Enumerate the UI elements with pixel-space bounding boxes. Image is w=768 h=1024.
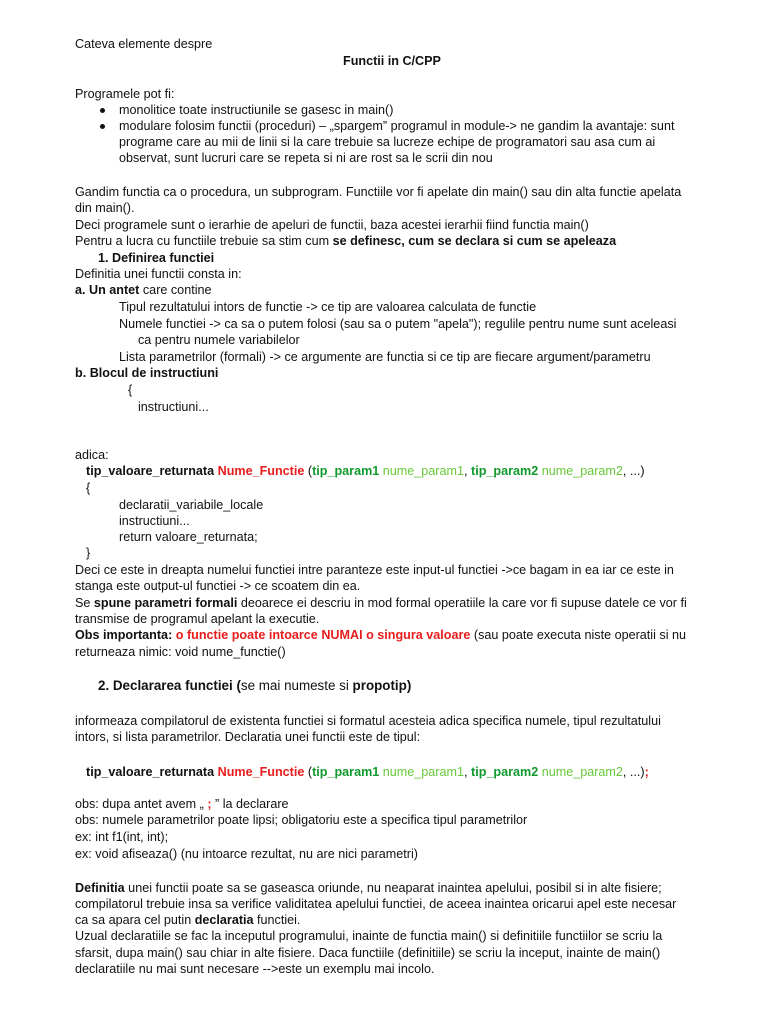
nume-functie-line1: Numele functiei -> ca sa o putem folosi (sau sa o putem "apela"); regulile pentru nume sunt aceleasi <box>119 317 677 331</box>
section2-heading <box>98 678 411 694</box>
para3-line2: compilatorul trebuie insa sa verifice validitatea apelului functiei, de aceea inaintea oricarui apel este necesar <box>75 897 677 911</box>
para2-line3-a: Se <box>75 596 94 610</box>
antet-label: a. Un antet <box>75 283 140 297</box>
para1-line4-bold: se definesc, cum se declara si cum se apeleaza <box>332 234 617 248</box>
syntax-paren: ( <box>304 464 313 478</box>
section2-line2: intors, si lista parametrilor. Declaratia unei functii este de tipul: <box>75 730 421 744</box>
example1-line: ex: int f1(int, int); <box>75 830 169 844</box>
example2-line: ex: void afiseaza() (nu intoarce rezultat, nu are nici parametri) <box>75 847 418 861</box>
obs-antet-line <box>75 796 289 812</box>
syntax-function-name: Nume_Functie <box>217 464 305 478</box>
para1-line3: Deci programele sunt o ierarhie de apeluri de functii, baza acestei ierarhii fiind functia main() <box>75 218 589 232</box>
decl-param1-type: tip_param1 <box>312 765 380 779</box>
para3-line3-a: ca sa apara cel putin <box>75 913 195 927</box>
para2-line3 <box>75 595 687 611</box>
decl-param1-name: nume_param1 <box>382 765 464 779</box>
para3-line1-bold: Definitia <box>75 881 125 895</box>
decl-comma: , <box>464 765 471 779</box>
section2-heading-c: propotip) <box>352 678 412 693</box>
decl-return-type: tip_valoare_returnata <box>86 765 215 779</box>
syntax-declaratii: declaratii_variabile_locale <box>119 498 264 512</box>
bullet-monolitice: monolitice toate instructiunile se gasesc in main() <box>119 103 394 117</box>
lista-parametri-line: Lista parametrilor (formali) -> ce argumente are functia si ce tip are fiecare argument/parametru <box>119 350 651 364</box>
bloc-instructiuni-text: instructiuni... <box>138 400 209 414</box>
syntax-param2-type: tip_param2 <box>471 464 539 478</box>
syntax-param2-name: nume_param2 <box>541 464 623 478</box>
para3-line1 <box>75 880 662 896</box>
para3-line3-c: functiei. <box>253 913 301 927</box>
para2-line2: stanga este output-ul functiei -> ce scoatem din ea. <box>75 579 361 593</box>
decl-param2-type: tip_param2 <box>471 765 539 779</box>
section2-heading-a: 2. Declararea functiei ( <box>98 678 241 693</box>
para3-line1-rest: unei functii poate sa se gaseasca oriunde, nu neaparat inaintea apelului, posibil si in alte fisiere; <box>124 881 662 895</box>
syntax-definition-line <box>86 463 645 479</box>
syntax-tail: , ...) <box>622 464 645 478</box>
para2-line1: Deci ce este in dreapta numelui functiei intre paranteze este input-ul functiei ->ce bagam in ea iar ce este in <box>75 563 674 577</box>
syntax-close-brace: } <box>86 546 91 560</box>
obs-antet-a: obs: dupa antet avem „ <box>75 797 208 811</box>
section2-heading-b: se mai numeste si <box>240 678 353 693</box>
programs-lead: Programele pot fi: <box>75 87 175 101</box>
antet-line <box>75 282 212 298</box>
nume-functie-line2: ca pentru numele variabilelor <box>138 333 300 347</box>
obs-importanta-label: Obs importanta: <box>75 628 176 642</box>
para2-line3-bold: spune parametri formali <box>93 596 238 610</box>
para3-line3 <box>75 912 300 928</box>
bullet-modulare-line3: observat, sunt lucruri care se repeta si ni are rost sa le scrii din nou <box>119 151 493 165</box>
bullet-modulare-line2: programe care au mii de linii si la care trebuie sa lucreze echipe de programatori sau asa cum ai <box>119 135 656 149</box>
para2-line4: transmise de programul apelant la executie. <box>75 612 320 626</box>
syntax-return: return valoare_returnata; <box>119 530 258 544</box>
obs-importanta-line <box>75 627 686 643</box>
intro-line: Cateva elemente despre <box>75 37 213 51</box>
para1-line1: Gandim functia ca o procedura, un subprogram. Functiile vor fi apelate din main() sau din alta functie apelata <box>75 185 682 199</box>
decl-semicolon: ; <box>644 765 649 779</box>
para2-line6: returneaza nimic: void nume_functie() <box>75 645 286 659</box>
para3-line5: sfarsit, dupa main() sau chiar in alte fisiere. Daca functiile (definitiile) se scriu la inceput, inainte de main() <box>75 946 661 960</box>
bullet-modulare-line1: modulare folosim functii (proceduri) – „spargem” programul in module-> ne gandim la avantaje: sunt <box>119 119 675 133</box>
obs-importanta-highlight: o functie poate intoarce NUMAI o singura valoare <box>175 628 471 642</box>
decl-tail: , ...) <box>622 765 645 779</box>
para1-line2: din main(). <box>75 201 135 215</box>
para2-line3-c: deoarece ei descriu in mod formal operatiile la care vor fi supuse datele ce vor fi <box>237 596 687 610</box>
para3-line6: declaratiile nu mai sunt necesare -->este un exemplu mai incolo. <box>75 962 435 976</box>
syntax-param1-type: tip_param1 <box>312 464 380 478</box>
decl-param2-name: nume_param2 <box>541 765 623 779</box>
antet-rest: care contine <box>139 283 212 297</box>
adica-label: adica: <box>75 448 109 462</box>
syntax-param1-name: nume_param1 <box>382 464 464 478</box>
bloc-instructiuni-label: b. Blocul de instructiuni <box>75 366 219 380</box>
syntax-comma: , <box>464 464 471 478</box>
para3-line4: Uzual declaratiile se fac la inceputul programului, inainte de functia main() si definitiile functiilor se scriu la <box>75 929 663 943</box>
tip-rezultat-line: Tipul rezultatului intors de functie -> ce tip are valoarea calculata de functie <box>119 300 537 314</box>
para1-line4-text: Pentru a lucra cu functiile trebuie sa stim cum <box>75 234 333 248</box>
section2-line1: informeaza compilatorul de existenta functiei si formatul acesteia adica specifica numele, tipul rezultatului <box>75 714 661 728</box>
section1-lead: Definitia unei functii consta in: <box>75 267 242 281</box>
decl-function-name: Nume_Functie <box>217 765 305 779</box>
obs-antet-semicolon: ; <box>207 797 212 811</box>
declaration-syntax-line <box>86 764 649 780</box>
obs-importanta-rest: (sau poate executa niste operatii si nu <box>470 628 686 642</box>
bullet-dot <box>100 124 105 129</box>
page-title: Functii in C/CPP <box>343 54 441 68</box>
para1-line4 <box>75 233 616 249</box>
obs-antet-c: ” la declarare <box>211 797 289 811</box>
bloc-open-brace: { <box>128 383 133 397</box>
decl-paren: ( <box>304 765 313 779</box>
obs-parametri-line: obs: numele parametrilor poate lipsi; obligatoriu este a specifica tipul parametrilor <box>75 813 528 827</box>
syntax-return-type: tip_valoare_returnata <box>86 464 215 478</box>
para3-line3-bold: declaratia <box>194 913 254 927</box>
section1-heading: 1. Definirea functiei <box>98 251 215 265</box>
bullet-dot <box>100 108 105 113</box>
syntax-open-brace: { <box>86 481 91 495</box>
syntax-instructiuni: instructiuni... <box>119 514 190 528</box>
